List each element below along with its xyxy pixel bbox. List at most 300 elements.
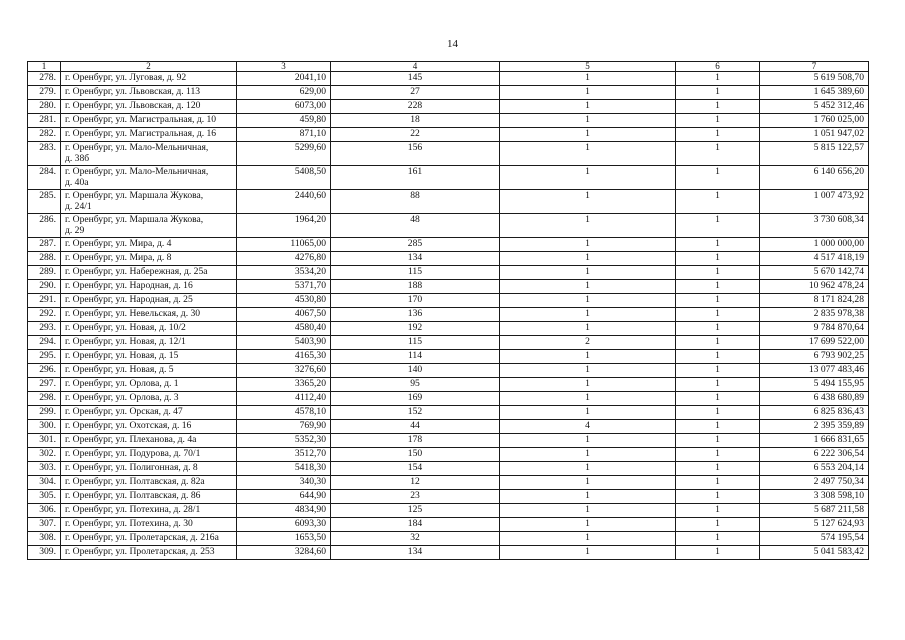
table-row [28, 406, 869, 420]
column-5-cell: 1 [500, 166, 676, 190]
row-number-cell: 303. [28, 462, 61, 476]
address-cell [61, 336, 237, 350]
column-6-cell: 1 [676, 266, 760, 280]
table-row [28, 252, 869, 266]
column-3-cell: 11065,00 [237, 238, 331, 252]
row-number-cell: 282. [28, 128, 61, 142]
address-cell [61, 504, 237, 518]
column-7-cell: 8 171 824,28 [760, 294, 869, 308]
table-row [28, 266, 869, 280]
column-4-cell: 12 [331, 476, 500, 490]
header-row [28, 62, 869, 72]
column-5-cell: 1 [500, 142, 676, 166]
address-line: г. Оренбург, ул. Мира, д. 4 [65, 238, 172, 249]
table-row [28, 490, 869, 504]
table-row [28, 336, 869, 350]
row-number-cell: 281. [28, 114, 61, 128]
address-line: г. Оренбург, ул. Невельская, д. 30 [65, 308, 201, 319]
column-6-cell: 1 [676, 434, 760, 448]
column-5-cell: 1 [500, 280, 676, 294]
column-7-cell: 6 793 902,25 [760, 350, 869, 364]
column-6-cell: 1 [676, 214, 760, 238]
column-6-cell: 1 [676, 504, 760, 518]
column-5-cell: 1 [500, 114, 676, 128]
column-7-cell: 6 438 680,89 [760, 392, 869, 406]
address-line: г. Оренбург, ул. Новая, д. 10/2 [65, 322, 186, 333]
column-5-cell: 1 [500, 476, 676, 490]
column-3-cell: 769,90 [237, 420, 331, 434]
address-cell [61, 128, 237, 142]
address-line: г. Оренбург, ул. Полтавская, д. 82а [65, 476, 205, 487]
address-cell [61, 142, 237, 166]
column-5-cell: 1 [500, 364, 676, 378]
column-7-cell: 13 077 483,46 [760, 364, 869, 378]
column-3-cell: 3534,20 [237, 266, 331, 280]
address-cell [61, 294, 237, 308]
column-4-cell: 88 [331, 190, 500, 214]
column-3-cell: 3276,60 [237, 364, 331, 378]
address-cell [61, 86, 237, 100]
row-number-cell: 294. [28, 336, 61, 350]
register-table [27, 61, 869, 560]
table-row [28, 100, 869, 114]
column-6-cell: 1 [676, 142, 760, 166]
address-line: г. Оренбург, ул. Полигонная, д. 8 [65, 462, 198, 473]
column-3-cell: 644,90 [237, 490, 331, 504]
column-7-cell: 1 000 000,00 [760, 238, 869, 252]
address-line: г. Оренбург, ул. Потехина, д. 30 [65, 518, 193, 529]
header-cell-3: 3 [237, 62, 331, 72]
column-4-cell: 140 [331, 364, 500, 378]
column-6-cell: 1 [676, 190, 760, 214]
column-7-cell: 4 517 418,19 [760, 252, 869, 266]
table-row [28, 190, 869, 214]
column-3-cell: 4834,90 [237, 504, 331, 518]
address-line: г. Оренбург, ул. Луговая, д. 92 [65, 72, 187, 83]
column-3-cell: 6093,30 [237, 518, 331, 532]
row-number-cell: 299. [28, 406, 61, 420]
column-6-cell: 1 [676, 128, 760, 142]
column-4-cell: 161 [331, 166, 500, 190]
column-4-cell: 22 [331, 128, 500, 142]
column-7-cell: 2 395 359,89 [760, 420, 869, 434]
column-7-cell: 574 195,54 [760, 532, 869, 546]
column-5-cell: 2 [500, 336, 676, 350]
column-6-cell: 1 [676, 294, 760, 308]
column-7-cell: 1 051 947,02 [760, 128, 869, 142]
address-cell [61, 392, 237, 406]
column-5-cell: 1 [500, 518, 676, 532]
column-3-cell: 871,10 [237, 128, 331, 142]
row-number-cell: 283. [28, 142, 61, 166]
column-7-cell: 9 784 870,64 [760, 322, 869, 336]
row-number-cell: 300. [28, 420, 61, 434]
column-6-cell: 1 [676, 420, 760, 434]
column-4-cell: 192 [331, 322, 500, 336]
address-cell [61, 190, 237, 214]
header-cell-5: 5 [500, 62, 676, 72]
column-3-cell: 3365,20 [237, 378, 331, 392]
table-row [28, 142, 869, 166]
column-5-cell: 1 [500, 238, 676, 252]
column-3-cell: 4165,30 [237, 350, 331, 364]
column-4-cell: 156 [331, 142, 500, 166]
column-7-cell: 5 687 211,58 [760, 504, 869, 518]
address-line: г. Оренбург, ул. Орская, д. 47 [65, 406, 183, 417]
column-7-cell: 6 825 836,43 [760, 406, 869, 420]
row-number-cell: 279. [28, 86, 61, 100]
column-4-cell: 134 [331, 252, 500, 266]
column-6-cell: 1 [676, 308, 760, 322]
address-cell [61, 308, 237, 322]
address-line: г. Оренбург, ул. Охотская, д. 16 [65, 420, 192, 431]
column-4-cell: 152 [331, 406, 500, 420]
row-number-cell: 304. [28, 476, 61, 490]
column-7-cell: 5 619 508,70 [760, 72, 869, 86]
column-7-cell: 5 127 624,93 [760, 518, 869, 532]
table-row [28, 280, 869, 294]
address-cell [61, 350, 237, 364]
header-cell-7: 7 [760, 62, 869, 72]
column-3-cell: 459,80 [237, 114, 331, 128]
address-line: д. 38б [65, 153, 90, 164]
column-5-cell: 1 [500, 532, 676, 546]
column-7-cell: 17 699 522,00 [760, 336, 869, 350]
column-3-cell: 1964,20 [237, 214, 331, 238]
column-4-cell: 170 [331, 294, 500, 308]
column-3-cell: 3512,70 [237, 448, 331, 462]
table-row [28, 86, 869, 100]
address-cell [61, 322, 237, 336]
column-7-cell: 10 962 478,24 [760, 280, 869, 294]
address-line: д. 24/1 [65, 201, 92, 212]
address-cell [61, 166, 237, 190]
column-3-cell: 4580,40 [237, 322, 331, 336]
address-cell [61, 238, 237, 252]
address-line: г. Оренбург, ул. Полтавская, д. 86 [65, 490, 201, 501]
column-6-cell: 1 [676, 100, 760, 114]
table-row [28, 72, 869, 86]
column-6-cell: 1 [676, 114, 760, 128]
column-7-cell: 6 553 204,14 [760, 462, 869, 476]
column-5-cell: 1 [500, 504, 676, 518]
row-number-cell: 302. [28, 448, 61, 462]
address-cell [61, 364, 237, 378]
column-5-cell: 1 [500, 434, 676, 448]
table-row [28, 532, 869, 546]
column-4-cell: 145 [331, 72, 500, 86]
address-line: г. Оренбург, ул. Новая, д. 15 [65, 350, 179, 361]
column-7-cell: 5 670 142,74 [760, 266, 869, 280]
row-number-cell: 290. [28, 280, 61, 294]
column-7-cell: 3 730 608,34 [760, 214, 869, 238]
address-cell [61, 114, 237, 128]
column-6-cell: 1 [676, 238, 760, 252]
column-6-cell: 1 [676, 490, 760, 504]
column-6-cell: 1 [676, 462, 760, 476]
header-cell-4: 4 [331, 62, 500, 72]
address-cell [61, 434, 237, 448]
table-row [28, 448, 869, 462]
column-6-cell: 1 [676, 378, 760, 392]
address-cell [61, 448, 237, 462]
column-5-cell: 1 [500, 406, 676, 420]
column-6-cell: 1 [676, 280, 760, 294]
row-number-cell: 296. [28, 364, 61, 378]
row-number-cell: 305. [28, 490, 61, 504]
column-5-cell: 1 [500, 190, 676, 214]
column-6-cell: 1 [676, 476, 760, 490]
table-row [28, 114, 869, 128]
column-4-cell: 169 [331, 392, 500, 406]
column-3-cell: 5418,30 [237, 462, 331, 476]
column-7-cell: 1 760 025,00 [760, 114, 869, 128]
column-3-cell: 340,30 [237, 476, 331, 490]
column-4-cell: 44 [331, 420, 500, 434]
column-5-cell: 1 [500, 266, 676, 280]
column-5-cell: 1 [500, 322, 676, 336]
address-line: г. Оренбург, ул. Набережная, д. 25а [65, 266, 208, 277]
address-cell [61, 406, 237, 420]
column-7-cell: 5 815 122,57 [760, 142, 869, 166]
row-number-cell: 284. [28, 166, 61, 190]
address-cell [61, 462, 237, 476]
row-number-cell: 293. [28, 322, 61, 336]
address-line: г. Оренбург, ул. Маршала Жукова, [65, 190, 204, 201]
column-3-cell: 2440,60 [237, 190, 331, 214]
address-cell [61, 266, 237, 280]
address-cell [61, 518, 237, 532]
column-5-cell: 1 [500, 308, 676, 322]
address-cell [61, 280, 237, 294]
page-number: 14 [447, 38, 458, 50]
column-4-cell: 178 [331, 434, 500, 448]
table-row [28, 378, 869, 392]
address-line: д. 40а [65, 177, 89, 188]
address-line: г. Оренбург, ул. Орлова, д. 1 [65, 378, 179, 389]
column-4-cell: 27 [331, 86, 500, 100]
column-3-cell: 4530,80 [237, 294, 331, 308]
row-number-cell: 298. [28, 392, 61, 406]
column-4-cell: 285 [331, 238, 500, 252]
row-number-cell: 278. [28, 72, 61, 86]
column-6-cell: 1 [676, 532, 760, 546]
column-4-cell: 188 [331, 280, 500, 294]
address-line: г. Оренбург, ул. Подурова, д. 70/1 [65, 448, 201, 459]
header-cell-2: 2 [61, 62, 237, 72]
row-number-cell: 297. [28, 378, 61, 392]
column-4-cell: 154 [331, 462, 500, 476]
address-cell [61, 532, 237, 546]
column-3-cell: 4578,10 [237, 406, 331, 420]
column-3-cell: 2041,10 [237, 72, 331, 86]
table-row [28, 476, 869, 490]
table-row [28, 214, 869, 238]
header-cell-6: 6 [676, 62, 760, 72]
column-6-cell: 1 [676, 448, 760, 462]
address-line: г. Оренбург, ул. Мало-Мельничная, [65, 166, 209, 177]
address-line: г. Оренбург, ул. Новая, д. 12/1 [65, 336, 186, 347]
column-3-cell: 5408,50 [237, 166, 331, 190]
column-7-cell: 6 222 306,54 [760, 448, 869, 462]
table-row [28, 350, 869, 364]
column-7-cell: 2 497 750,34 [760, 476, 869, 490]
column-3-cell: 629,00 [237, 86, 331, 100]
column-5-cell: 1 [500, 378, 676, 392]
column-5-cell: 1 [500, 214, 676, 238]
address-cell [61, 72, 237, 86]
table-row [28, 434, 869, 448]
row-number-cell: 301. [28, 434, 61, 448]
address-line: г. Оренбург, ул. Потехина, д. 28/1 [65, 504, 201, 515]
column-4-cell: 115 [331, 336, 500, 350]
column-6-cell: 1 [676, 72, 760, 86]
address-cell [61, 214, 237, 238]
column-7-cell: 5 041 583,42 [760, 546, 869, 560]
column-4-cell: 48 [331, 214, 500, 238]
address-line: г. Оренбург, ул. Пролетарская, д. 253 [65, 546, 215, 557]
column-7-cell: 1 666 831,65 [760, 434, 869, 448]
address-line: г. Оренбург, ул. Народная, д. 16 [65, 280, 193, 291]
column-4-cell: 134 [331, 546, 500, 560]
table-row [28, 462, 869, 476]
column-6-cell: 1 [676, 86, 760, 100]
column-6-cell: 1 [676, 406, 760, 420]
address-cell [61, 490, 237, 504]
row-number-cell: 307. [28, 518, 61, 532]
column-6-cell: 1 [676, 364, 760, 378]
column-4-cell: 114 [331, 350, 500, 364]
row-number-cell: 295. [28, 350, 61, 364]
column-5-cell: 1 [500, 392, 676, 406]
row-number-cell: 306. [28, 504, 61, 518]
column-3-cell: 5299,60 [237, 142, 331, 166]
table-row [28, 546, 869, 560]
column-4-cell: 184 [331, 518, 500, 532]
column-3-cell: 5352,30 [237, 434, 331, 448]
address-line: г. Оренбург, ул. Магистральная, д. 10 [65, 114, 217, 125]
address-line: г. Оренбург, ул. Народная, д. 25 [65, 294, 193, 305]
column-6-cell: 1 [676, 546, 760, 560]
address-cell [61, 476, 237, 490]
column-5-cell: 1 [500, 546, 676, 560]
row-number-cell: 285. [28, 190, 61, 214]
column-5-cell: 1 [500, 100, 676, 114]
column-6-cell: 1 [676, 350, 760, 364]
table-row [28, 238, 869, 252]
address-cell [61, 100, 237, 114]
address-line: г. Оренбург, ул. Магистральная, д. 16 [65, 128, 217, 139]
column-5-cell: 1 [500, 490, 676, 504]
column-6-cell: 1 [676, 518, 760, 532]
column-3-cell: 3284,60 [237, 546, 331, 560]
column-4-cell: 32 [331, 532, 500, 546]
table-row [28, 364, 869, 378]
table-row [28, 308, 869, 322]
column-4-cell: 18 [331, 114, 500, 128]
column-4-cell: 115 [331, 266, 500, 280]
row-number-cell: 288. [28, 252, 61, 266]
column-5-cell: 1 [500, 448, 676, 462]
column-4-cell: 23 [331, 490, 500, 504]
column-7-cell: 5 494 155,95 [760, 378, 869, 392]
column-7-cell: 2 835 978,38 [760, 308, 869, 322]
row-number-cell: 292. [28, 308, 61, 322]
address-line: г. Оренбург, ул. Орлова, д. 3 [65, 392, 179, 403]
column-5-cell: 4 [500, 420, 676, 434]
column-7-cell: 1 645 389,60 [760, 86, 869, 100]
column-3-cell: 6073,00 [237, 100, 331, 114]
address-line: г. Оренбург, ул. Плеханова, д. 4а [65, 434, 197, 445]
column-3-cell: 4112,40 [237, 392, 331, 406]
row-number-cell: 291. [28, 294, 61, 308]
column-5-cell: 1 [500, 350, 676, 364]
table-row [28, 518, 869, 532]
table-row [28, 392, 869, 406]
address-line: г. Оренбург, ул. Мало-Мельничная, [65, 142, 209, 153]
column-7-cell: 6 140 656,20 [760, 166, 869, 190]
column-7-cell: 1 007 473,92 [760, 190, 869, 214]
address-line: г. Оренбург, ул. Пролетарская, д. 216а [65, 532, 219, 543]
column-4-cell: 228 [331, 100, 500, 114]
column-3-cell: 5371,70 [237, 280, 331, 294]
column-3-cell: 5403,90 [237, 336, 331, 350]
table-row [28, 504, 869, 518]
table-row [28, 420, 869, 434]
column-5-cell: 1 [500, 294, 676, 308]
column-3-cell: 4067,50 [237, 308, 331, 322]
address-cell [61, 378, 237, 392]
column-4-cell: 95 [331, 378, 500, 392]
row-number-cell: 286. [28, 214, 61, 238]
column-7-cell: 3 308 598,10 [760, 490, 869, 504]
column-4-cell: 125 [331, 504, 500, 518]
header-cell-1: 1 [28, 62, 61, 72]
column-3-cell: 4276,80 [237, 252, 331, 266]
address-line: г. Оренбург, ул. Львовская, д. 113 [65, 86, 201, 97]
row-number-cell: 308. [28, 532, 61, 546]
row-number-cell: 280. [28, 100, 61, 114]
address-line: г. Оренбург, ул. Новая, д. 5 [65, 364, 174, 375]
address-cell [61, 546, 237, 560]
column-4-cell: 136 [331, 308, 500, 322]
column-5-cell: 1 [500, 72, 676, 86]
row-number-cell: 289. [28, 266, 61, 280]
column-6-cell: 1 [676, 336, 760, 350]
column-3-cell: 1653,50 [237, 532, 331, 546]
column-5-cell: 1 [500, 86, 676, 100]
column-4-cell: 150 [331, 448, 500, 462]
column-6-cell: 1 [676, 322, 760, 336]
address-cell [61, 252, 237, 266]
table-row [28, 294, 869, 308]
column-6-cell: 1 [676, 166, 760, 190]
column-6-cell: 1 [676, 392, 760, 406]
column-5-cell: 1 [500, 252, 676, 266]
row-number-cell: 287. [28, 238, 61, 252]
table-row [28, 128, 869, 142]
address-line: г. Оренбург, ул. Маршала Жукова, [65, 214, 204, 225]
row-number-cell: 309. [28, 546, 61, 560]
column-5-cell: 1 [500, 462, 676, 476]
column-7-cell: 5 452 312,46 [760, 100, 869, 114]
table-row [28, 166, 869, 190]
address-line: г. Оренбург, ул. Львовская, д. 120 [65, 100, 201, 111]
address-line: д. 29 [65, 225, 85, 236]
address-line: г. Оренбург, ул. Мира, д. 8 [65, 252, 172, 263]
column-5-cell: 1 [500, 128, 676, 142]
table-row [28, 322, 869, 336]
